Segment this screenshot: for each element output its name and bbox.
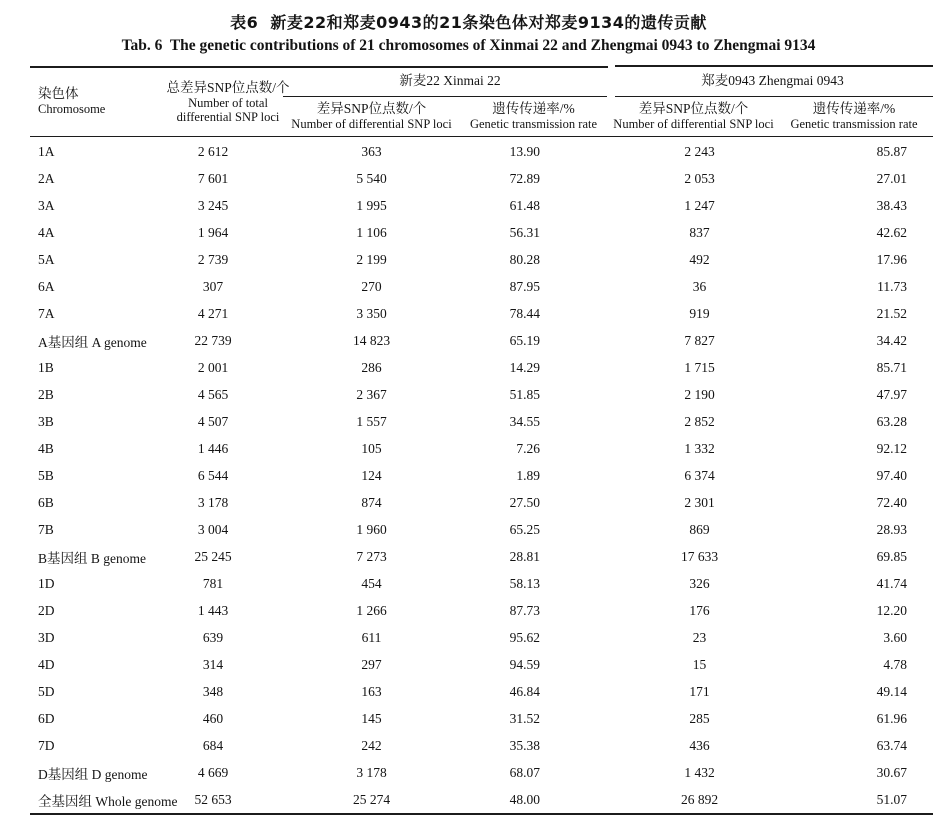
cell-zhengmai-rate: 41.74	[876, 575, 907, 591]
cell-chromosome: 1B	[38, 359, 54, 375]
cell-chromosome: 1A	[38, 143, 55, 159]
cell-xinmai-rate: 78.44	[509, 305, 540, 321]
cell-zhengmai-snp: 919	[689, 305, 710, 321]
cell-xinmai-snp: 14 823	[352, 332, 391, 348]
cell-chromosome: B基因组 B genome	[38, 550, 146, 566]
header-total-snp-zh: 总差异SNP位点数/个	[166, 79, 290, 95]
cell-total-snp: 4 669	[197, 764, 229, 780]
cell-xinmai-snp: 363	[361, 143, 382, 159]
cell-zhengmai-rate: 11.73	[877, 278, 907, 294]
cell-total-snp: 4 565	[197, 386, 229, 402]
cell-zhengmai-snp: 326	[689, 575, 710, 591]
cell-xinmai-rate: 65.19	[509, 332, 540, 348]
cell-zhengmai-snp: 176	[689, 602, 710, 618]
cell-zhengmai-snp: 436	[689, 737, 710, 753]
cell-zhengmai-snp: 2 301	[684, 494, 715, 510]
table-row	[30, 543, 933, 570]
cell-zhengmai-snp: 17 633	[680, 548, 719, 564]
cell-zhengmai-rate: 42.62	[876, 224, 907, 240]
cell-xinmai-rate: 28.81	[509, 548, 540, 564]
cell-xinmai-snp: 145	[361, 710, 382, 726]
cell-xinmai-snp: 1 960	[356, 521, 387, 537]
cell-xinmai-snp: 163	[361, 683, 382, 699]
cell-total-snp: 3 178	[197, 494, 229, 510]
cell-xinmai-snp: 242	[361, 737, 382, 753]
cell-zhengmai-rate: 27.01	[876, 170, 907, 186]
cell-zhengmai-rate: 30.67	[876, 764, 907, 780]
cell-xinmai-snp: 1 995	[356, 197, 387, 213]
cell-xinmai-rate: 80.28	[509, 251, 540, 267]
cell-zhengmai-rate: 12.20	[876, 602, 907, 618]
cell-total-snp: 3 004	[197, 521, 229, 537]
cell-xinmai-snp: 5 540	[356, 170, 387, 186]
cell-xinmai-snp: 1 266	[356, 602, 387, 618]
cell-zhengmai-snp: 15	[692, 656, 707, 672]
cell-zhengmai-snp: 869	[689, 521, 710, 537]
cell-xinmai-rate: 94.59	[509, 656, 540, 672]
cell-zhengmai-rate: 92.12	[876, 440, 907, 456]
table-row	[30, 570, 933, 597]
subheader-zhengmai-rate-zh: 遗传传递率/%	[812, 101, 896, 116]
cell-chromosome: 6D	[38, 710, 55, 726]
table-row	[30, 786, 933, 813]
cell-total-snp: 52 653	[194, 791, 232, 807]
cell-zhengmai-rate: 28.93	[876, 521, 907, 537]
cell-total-snp: 6 544	[197, 467, 229, 483]
table-title-chinese: 表6 新麦22和郑麦0943的21条染色体对郑麦9134的遗传贡献	[230, 13, 707, 32]
table-row	[30, 165, 933, 192]
cell-chromosome: 3B	[38, 413, 54, 429]
cell-total-snp: 2 001	[197, 359, 229, 375]
cell-zhengmai-rate: 63.28	[876, 413, 907, 429]
cell-total-snp: 7 601	[197, 170, 229, 186]
subheader-xinmai-rate-en: Genetic transmission rate	[469, 117, 598, 131]
cell-xinmai-snp: 297	[361, 656, 382, 672]
cell-xinmai-snp: 874	[361, 494, 382, 510]
cell-xinmai-snp: 270	[361, 278, 382, 294]
cell-total-snp: 3 245	[197, 197, 229, 213]
cell-zhengmai-rate: 3.60	[883, 629, 907, 645]
cell-total-snp: 4 271	[197, 305, 229, 321]
cell-zhengmai-snp: 6 374	[684, 467, 715, 483]
cell-zhengmai-snp: 36	[692, 278, 707, 294]
table-row	[30, 651, 933, 678]
cell-xinmai-rate: 14.29	[509, 359, 540, 375]
cell-chromosome: 5A	[38, 251, 55, 267]
cell-chromosome: 1D	[38, 575, 55, 591]
cell-zhengmai-snp: 1 332	[684, 440, 715, 456]
header-chromosome-en: Chromosome	[38, 102, 106, 116]
group-header-zhengmai0943	[612, 66, 933, 96]
cell-zhengmai-snp: 837	[689, 224, 710, 240]
cell-zhengmai-snp: 1 432	[684, 764, 715, 780]
cell-chromosome: 7D	[38, 737, 55, 753]
cell-chromosome: 5B	[38, 467, 54, 483]
cell-chromosome: 4A	[38, 224, 55, 240]
group-header-zhengmai0943-label: 郑麦0943 Zhengmai 0943	[701, 73, 844, 88]
cell-xinmai-rate: 1.89	[516, 467, 540, 483]
group-header-xinmai22	[288, 66, 612, 96]
cell-xinmai-snp: 105	[361, 440, 382, 456]
cell-zhengmai-rate: 69.85	[876, 548, 907, 564]
cell-zhengmai-rate: 47.97	[876, 386, 907, 402]
cell-chromosome: 6A	[38, 278, 55, 294]
table-bottom-rule	[30, 813, 933, 815]
cell-xinmai-rate: 35.38	[509, 737, 540, 753]
cell-chromosome: 4D	[38, 656, 55, 672]
cell-chromosome: D基因组 D genome	[38, 766, 148, 782]
table-body	[30, 138, 933, 813]
header-total-snp	[168, 66, 288, 137]
cell-xinmai-rate: 56.31	[509, 224, 540, 240]
table-row	[30, 327, 933, 354]
cell-total-snp: 2 612	[197, 143, 229, 159]
cell-xinmai-snp: 611	[361, 629, 382, 645]
header-total-snp-en1: Number of total	[188, 95, 268, 110]
subheader-zhengmai-diff-snp	[612, 96, 775, 137]
table-row	[30, 408, 933, 435]
header-total-snp-en2: differential SNP loci	[176, 109, 280, 124]
subheader-xinmai-diff-snp	[288, 96, 455, 137]
cell-total-snp: 460	[202, 710, 224, 726]
cell-chromosome: 2D	[38, 602, 55, 618]
cell-chromosome: 5D	[38, 683, 55, 699]
cell-zhengmai-rate: 38.43	[876, 197, 907, 213]
cell-total-snp: 4 507	[197, 413, 229, 429]
cell-xinmai-rate: 46.84	[509, 683, 540, 699]
table-row	[30, 138, 933, 165]
subheader-xinmai-diff-snp-zh: 差异SNP位点数/个	[316, 101, 427, 116]
cell-total-snp: 348	[202, 683, 224, 699]
table-row	[30, 732, 933, 759]
subheader-xinmai-rate	[455, 96, 612, 137]
cell-xinmai-snp: 25 274	[352, 791, 391, 807]
cell-zhengmai-rate: 72.40	[876, 494, 907, 510]
cell-zhengmai-snp: 171	[689, 683, 710, 699]
table-row	[30, 219, 933, 246]
table-title-english: Tab. 6 The genetic contributions of 21 chromosomes of Xinmai 22 and Zhengmai 0943 to Zhengmai 9134	[121, 37, 816, 54]
cell-xinmai-snp: 286	[361, 359, 382, 375]
cell-total-snp: 2 739	[197, 251, 229, 267]
cell-chromosome: A基因组 A genome	[38, 334, 147, 350]
table-row	[30, 435, 933, 462]
cell-xinmai-rate: 72.89	[509, 170, 540, 186]
cell-xinmai-rate: 68.07	[509, 764, 540, 780]
cell-xinmai-rate: 27.50	[509, 494, 540, 510]
cell-xinmai-rate: 31.52	[509, 710, 540, 726]
subheader-zhengmai-rate	[775, 96, 933, 137]
cell-total-snp: 1 964	[197, 224, 229, 240]
cell-zhengmai-rate: 85.71	[876, 359, 907, 375]
cell-zhengmai-snp: 1 715	[684, 359, 715, 375]
cell-zhengmai-snp: 1 247	[684, 197, 715, 213]
table-row	[30, 705, 933, 732]
cell-chromosome: 6B	[38, 494, 54, 510]
table-row	[30, 192, 933, 219]
cell-zhengmai-snp: 2 852	[684, 413, 715, 429]
table-row	[30, 381, 933, 408]
cell-xinmai-rate: 58.13	[509, 575, 540, 591]
cell-xinmai-rate: 87.73	[509, 602, 540, 618]
table-row	[30, 516, 933, 543]
group-header-xinmai22-label: 新麦22 Xinmai 22	[399, 73, 501, 88]
table-row	[30, 759, 933, 786]
cell-zhengmai-rate: 61.96	[876, 710, 907, 726]
cell-chromosome: 3A	[38, 197, 55, 213]
cell-total-snp: 639	[202, 629, 224, 645]
cell-xinmai-snp: 1 106	[356, 224, 387, 240]
cell-xinmai-snp: 3 350	[356, 305, 387, 321]
cell-chromosome: 7A	[38, 305, 55, 321]
cell-zhengmai-rate: 34.42	[876, 332, 907, 348]
cell-total-snp: 781	[202, 575, 224, 591]
table-row	[30, 489, 933, 516]
cell-total-snp: 1 443	[197, 602, 229, 618]
cell-zhengmai-rate: 63.74	[876, 737, 907, 753]
cell-chromosome: 2A	[38, 170, 55, 186]
cell-zhengmai-snp: 26 892	[680, 791, 719, 807]
cell-zhengmai-rate: 85.87	[876, 143, 907, 159]
cell-xinmai-snp: 1 557	[356, 413, 387, 429]
cell-xinmai-snp: 454	[361, 575, 382, 591]
subheader-zhengmai-rate-en: Genetic transmission rate	[790, 117, 918, 131]
subheader-zhengmai-diff-snp-zh: 差异SNP位点数/个	[638, 101, 749, 116]
table-row	[30, 624, 933, 651]
cell-xinmai-rate: 87.95	[509, 278, 540, 294]
cell-zhengmai-rate: 21.52	[876, 305, 907, 321]
table-row	[30, 246, 933, 273]
cell-zhengmai-rate: 17.96	[876, 251, 907, 267]
cell-xinmai-rate: 48.00	[509, 791, 540, 807]
cell-zhengmai-rate: 49.14	[876, 683, 907, 699]
cell-xinmai-rate: 51.85	[509, 386, 540, 402]
cell-xinmai-rate: 95.62	[509, 629, 540, 645]
cell-total-snp: 307	[202, 278, 224, 294]
cell-chromosome: 2B	[38, 386, 54, 402]
cell-xinmai-rate: 61.48	[509, 197, 540, 213]
cell-chromosome: 全基因组 Whole genome	[38, 793, 178, 809]
cell-xinmai-rate: 7.26	[516, 440, 540, 456]
header-chromosome-zh: 染色体	[38, 86, 79, 101]
subheader-zhengmai-diff-snp-en: Number of differential SNP loci	[613, 117, 774, 131]
cell-total-snp: 684	[202, 737, 224, 753]
cell-total-snp: 22 739	[194, 332, 232, 348]
table-row	[30, 354, 933, 381]
cell-xinmai-snp: 2 199	[356, 251, 387, 267]
cell-zhengmai-snp: 2 053	[684, 170, 715, 186]
cell-zhengmai-snp: 2 243	[684, 143, 715, 159]
table-row	[30, 678, 933, 705]
cell-chromosome: 7B	[38, 521, 54, 537]
cell-chromosome: 4B	[38, 440, 54, 456]
cell-zhengmai-rate: 97.40	[876, 467, 907, 483]
cell-total-snp: 314	[202, 656, 224, 672]
cell-xinmai-snp: 2 367	[356, 386, 387, 402]
cell-zhengmai-snp: 2 190	[684, 386, 715, 402]
cell-chromosome: 3D	[38, 629, 55, 645]
table-row	[30, 273, 933, 300]
cell-zhengmai-snp: 492	[689, 251, 710, 267]
cell-zhengmai-rate: 51.07	[876, 791, 907, 807]
cell-xinmai-rate: 65.25	[509, 521, 540, 537]
header-chromosome	[38, 66, 188, 137]
cell-zhengmai-snp: 7 827	[684, 332, 715, 348]
table-header	[30, 66, 933, 137]
table-row	[30, 597, 933, 624]
cell-xinmai-snp: 7 273	[356, 548, 387, 564]
cell-total-snp: 1 446	[197, 440, 229, 456]
cell-zhengmai-snp: 23	[692, 629, 707, 645]
cell-xinmai-rate: 34.55	[509, 413, 540, 429]
cell-xinmai-rate: 13.90	[509, 143, 540, 159]
subheader-xinmai-diff-snp-en: Number of differential SNP loci	[291, 117, 452, 131]
cell-total-snp: 25 245	[194, 548, 232, 564]
table-row	[30, 300, 933, 327]
cell-xinmai-snp: 124	[361, 467, 382, 483]
cell-xinmai-snp: 3 178	[356, 764, 387, 780]
cell-zhengmai-rate: 4.78	[883, 656, 907, 672]
subheader-xinmai-rate-zh: 遗传传递率/%	[492, 101, 575, 116]
table-row	[30, 462, 933, 489]
cell-zhengmai-snp: 285	[689, 710, 710, 726]
